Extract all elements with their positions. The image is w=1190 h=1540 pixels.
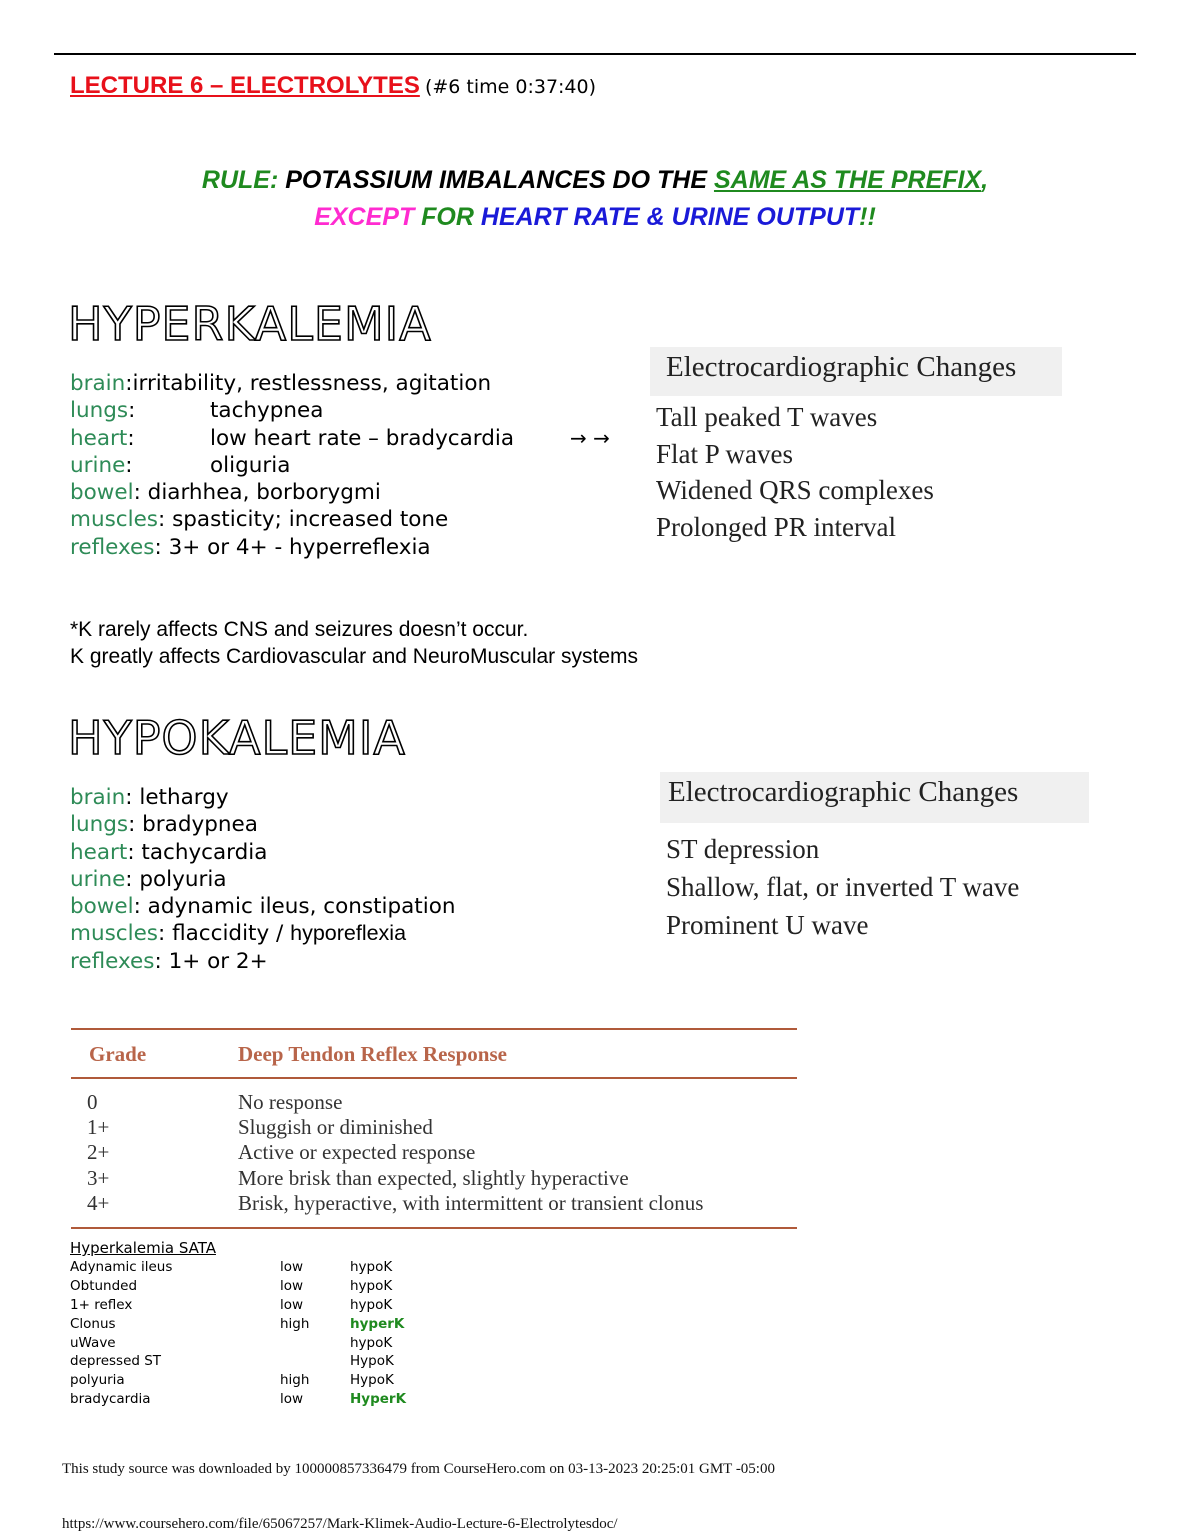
- hyper-ecg-line: Flat P waves: [656, 439, 793, 469]
- rule-prefix-text: SAME AS THE PREFIX: [713, 166, 982, 194]
- sata-row: [70, 1277, 393, 1297]
- hyper-ecg-line: Tall peaked T waves: [656, 402, 878, 432]
- symptom-row: [70, 866, 455, 893]
- symptom-separator: :: [133, 894, 141, 920]
- table-rule: [71, 1077, 797, 1079]
- rule-line-1: [0, 166, 1190, 195]
- symptom-organ-label: bowel: [70, 480, 134, 506]
- hyper-ecg-title: Electrocardiographic Changes: [650, 347, 1062, 396]
- hyper-ecg-line: Prolonged PR interval: [656, 512, 896, 542]
- potassium-note: [70, 616, 638, 670]
- download-notice: This study source was downloaded by 100000857336479 from CourseHero.com on 03-13-2023 20:25:01 GMT -05:00: [62, 1461, 775, 1477]
- hypokalemia-title: HYPOKALEMIA: [68, 711, 406, 765]
- sata-item: Obtunded: [70, 1277, 138, 1294]
- hyperkalemia-title: HYPERKALEMIA: [68, 297, 432, 351]
- symptom-organ-label: heart: [70, 425, 128, 451]
- symptom-value: bradypnea: [135, 812, 258, 838]
- symptom-row: [70, 784, 455, 811]
- symptom-separator: :: [127, 839, 135, 865]
- symptom-separator: :: [125, 785, 133, 810]
- rule-label: RULE:: [201, 166, 279, 194]
- hypokalemia-symptom-list: [70, 784, 455, 975]
- symptom-separator: :: [125, 452, 133, 478]
- symptom-value: spasticity; increased tone: [165, 507, 449, 533]
- symptom-organ-label: reflexes: [70, 948, 155, 974]
- reflex-grade: 2+: [87, 1140, 110, 1165]
- sata-title: Hyperkalemia SATA: [70, 1239, 216, 1257]
- symptom-organ-label: brain: [70, 785, 126, 810]
- symptom-value: 1+ or 2+: [161, 948, 268, 974]
- sata-row: [70, 1353, 394, 1372]
- sata-item: uWave: [70, 1334, 116, 1351]
- hypo-ecg-title: Electrocardiographic Changes: [660, 772, 1089, 823]
- lecture-time: (#6 time 0:37:40): [424, 76, 597, 98]
- source-url: https://www.coursehero.com/file/65067257/Mark-Klimek-Audio-Lecture-6-Electrolytesdoc/: [62, 1516, 618, 1532]
- hypo-ecg-line: ST depression: [666, 834, 820, 864]
- sata-result: hyperK: [350, 1315, 405, 1332]
- reflex-response: More brisk than expected, slightly hyperactive: [238, 1165, 629, 1190]
- symptom-separator: :: [133, 480, 141, 506]
- sata-result: hypoK: [350, 1259, 393, 1275]
- sata-level: low: [280, 1391, 304, 1408]
- col-grade-header: Grade: [89, 1042, 147, 1066]
- table-rule: [71, 1227, 797, 1229]
- symptom-separator: :: [125, 371, 133, 396]
- sata-item: 1+ reflex: [70, 1296, 133, 1313]
- hyperkalemia-sata: [70, 1239, 407, 1410]
- symptom-organ-label: urine: [70, 452, 126, 478]
- symptom-organ-label: reflexes: [70, 534, 155, 560]
- reflex-response: Brisk, hyperactive, with intermittent or transient clonus: [238, 1190, 704, 1215]
- sata-result: HypoK: [350, 1353, 394, 1370]
- hypo-ecg-line: Shallow, flat, or inverted T wave: [666, 872, 1020, 902]
- rule-heart-urine: HEART RATE & URINE OUTPUT: [480, 203, 860, 231]
- note-line-1: *K rarely affects CNS and seizures doesn’t occur.: [70, 618, 529, 641]
- sata-result: hypoK: [350, 1334, 393, 1351]
- reflex-grade: 1+: [87, 1115, 110, 1140]
- symptom-organ-label: lungs: [70, 398, 129, 424]
- rule-line-2: [0, 203, 1190, 232]
- symptom-row: [70, 452, 491, 479]
- symptom-value: low heart rate – bradycardia: [210, 425, 515, 451]
- sata-item: Adynamic ileus: [70, 1259, 173, 1275]
- sata-row: [70, 1391, 407, 1410]
- symptom-organ-label: bowel: [70, 894, 134, 920]
- symptom-value: oliguria: [210, 452, 291, 478]
- table-rule: [71, 1028, 797, 1030]
- symptom-separator: :: [128, 812, 136, 838]
- sata-list: [70, 1259, 407, 1410]
- deep-tendon-reflex-table: [71, 1028, 797, 1230]
- symptom-value: lethargy: [132, 785, 229, 810]
- symptom-organ-label: muscles: [70, 921, 158, 947]
- reflex-grade: 4+: [87, 1190, 110, 1215]
- symptom-value: tachycardia: [134, 839, 268, 865]
- hypo-ecg-line: Prominent U wave: [666, 910, 869, 940]
- symptom-value-extra: hyporeflexia: [290, 921, 407, 946]
- rule-text: POTASSIUM IMBALANCES DO THE: [278, 166, 714, 194]
- symptom-row: [70, 479, 491, 506]
- sata-level: low: [280, 1277, 304, 1294]
- lecture-title-main: LECTURE 6 – ELECTROLYTES: [70, 72, 420, 99]
- symptom-row: [70, 920, 455, 947]
- arrow-icon: → →: [570, 426, 610, 450]
- sata-row: [70, 1372, 394, 1391]
- sata-result: HyperK: [350, 1391, 407, 1408]
- symptom-row: [70, 534, 491, 561]
- lecture-title: [70, 72, 596, 100]
- symptom-separator: :: [127, 425, 135, 451]
- symptom-row: [70, 397, 491, 424]
- sata-level: high: [280, 1315, 310, 1332]
- col-response-header: Deep Tendon Reflex Response: [238, 1042, 507, 1066]
- symptom-row: [70, 370, 491, 397]
- symptom-value: adynamic ileus, constipation: [140, 894, 456, 920]
- sata-level: low: [280, 1259, 304, 1275]
- reflex-response: Sluggish or diminished: [238, 1115, 433, 1140]
- sata-row: [70, 1259, 393, 1278]
- symptom-separator: :: [154, 948, 162, 974]
- symptom-row: [70, 506, 491, 533]
- sata-result: hypoK: [350, 1296, 393, 1313]
- hyper-ecg-changes: [650, 347, 1062, 542]
- rule-for: FOR: [414, 203, 481, 231]
- symptom-separator: :: [154, 534, 162, 560]
- symptom-organ-label: urine: [70, 866, 126, 892]
- symptom-separator: :: [125, 866, 133, 892]
- symptom-value: flaccidity /: [165, 921, 291, 947]
- symptom-value: tachypnea: [210, 398, 324, 424]
- rule-exclaim: !!: [859, 203, 876, 231]
- symptom-separator: :: [158, 507, 166, 533]
- hypo-ecg-changes: [660, 772, 1089, 947]
- rule-comma: ,: [981, 166, 989, 194]
- symptom-row: [70, 425, 515, 452]
- sata-item: depressed ST: [70, 1353, 162, 1370]
- symptom-row: [70, 811, 455, 838]
- sata-row: [70, 1296, 393, 1316]
- symptom-row: [70, 893, 455, 920]
- reflex-grade: 3+: [87, 1165, 110, 1190]
- symptom-organ-label: heart: [70, 839, 128, 865]
- symptom-organ-label: muscles: [70, 507, 158, 533]
- hyper-ecg-line: Widened QRS complexes: [656, 475, 934, 505]
- sata-level: high: [280, 1372, 310, 1389]
- note-line-2: K greatly affects Cardiovascular and NeuroMuscular systems: [70, 645, 639, 668]
- reflex-response: No response: [238, 1090, 343, 1114]
- sata-item: polyuria: [70, 1372, 125, 1389]
- symptom-organ-label: brain: [70, 371, 126, 396]
- symptom-row: [70, 948, 455, 975]
- symptom-separator: :: [128, 398, 136, 424]
- symptom-value: polyuria: [132, 866, 227, 892]
- top-rule: [54, 53, 1136, 55]
- reflex-grade: 0: [87, 1090, 98, 1114]
- sata-row: [70, 1334, 393, 1354]
- hyperkalemia-symptom-list: [70, 370, 515, 561]
- reflex-response: Active or expected response: [238, 1140, 476, 1165]
- sata-result: hypoK: [350, 1277, 393, 1294]
- sata-level: low: [280, 1296, 304, 1313]
- rule-except: EXCEPT: [314, 203, 415, 231]
- symptom-value: irritability, restlessness, agitation: [132, 371, 492, 396]
- sata-result: HypoK: [350, 1372, 394, 1389]
- sata-item: bradycardia: [70, 1391, 151, 1408]
- sata-item: Clonus: [70, 1315, 116, 1332]
- symptom-value: 3+ or 4+ - hyperreflexia: [161, 534, 431, 560]
- symptom-separator: :: [158, 921, 166, 947]
- sata-row: [70, 1315, 405, 1335]
- symptom-organ-label: lungs: [70, 812, 129, 838]
- symptom-value: diarhhea, borborygmi: [140, 480, 381, 506]
- symptom-row: [70, 839, 455, 866]
